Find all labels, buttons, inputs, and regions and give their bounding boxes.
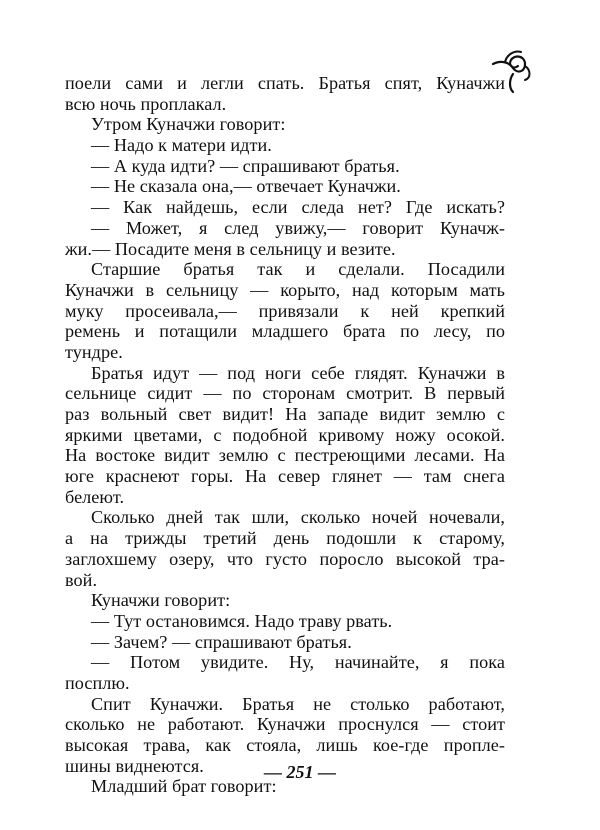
text-line: шины виднеются.: [65, 755, 204, 776]
text-line: Сколько дней так шли, сколько ночей ночевали,: [91, 507, 505, 528]
text-line: вой.: [65, 569, 98, 590]
text-line: — Не сказала она,— отвечает Куначжи.: [91, 176, 401, 197]
text-line: сельнице сидит — по сторонам смотрит. В первый: [65, 383, 505, 404]
text-line: юге краснеют горы. На север глянет — там снега: [65, 466, 505, 487]
text-line: Куначжи говорит:: [91, 590, 231, 611]
text-line: поели сами и легли спать. Братья спят, Куначжи: [65, 73, 505, 93]
text-line: — Потом увидите. Ну, начинайте, я пока: [91, 652, 505, 673]
text-line: На востоке видит землю с пестреющими лесами. На: [65, 445, 505, 466]
text-line: Братья идут — под ноги себе глядят. Куначжи в: [91, 362, 505, 383]
text-line: муку просеивала,— привязали к ней крепкий: [65, 300, 505, 321]
text-column: [65, 73, 505, 797]
text-line: — Зачем? — спрашивают братья.: [91, 631, 352, 652]
text-line: всю ночь проплакал.: [65, 93, 227, 114]
text-line: заглохшему озеру, что густо поросло высокой тра-: [65, 548, 505, 569]
text-line: — Как найдешь, если следа нет? Где искать?: [91, 197, 505, 218]
text-line: Куначжи в сельницу — корыто, над которым мать: [65, 279, 505, 300]
text-line: Утром Куначжи говорит:: [91, 114, 286, 135]
text-line-split-end: жи.— Посадите меня в сельницу и везите.: [65, 238, 396, 259]
text-line: посплю.: [65, 672, 130, 693]
text-line: — А куда идти? — спрашивают братья.: [91, 155, 400, 176]
text-line: раз вольный свет видит! На западе видит землю с: [65, 404, 505, 424]
text-line: Спит Куначжи. Братья не столько работают,: [91, 693, 505, 714]
text-line: Старшие братья так и сделали. Посадили: [91, 259, 505, 280]
text-line: ремень и потащили младшего брата по лесу, по: [65, 321, 505, 342]
text-line: Младший брат говорит:: [91, 776, 277, 797]
text-line-split-start: — Может, я след увижу,— говорит Куначж-: [91, 217, 505, 238]
text-line: белеют.: [65, 486, 125, 507]
text-line: яркими цветами, с подобной кривому ножу осокой.: [65, 424, 505, 445]
text-line: сколько не работают. Куначжи проснулся — стоит: [65, 714, 505, 735]
text-line: — Тут остановимся. Надо траву рвать.: [91, 610, 393, 631]
text-line: — Надо к матери идти.: [91, 135, 272, 156]
text-line: а на трижды третий день подошли к старому,: [65, 528, 505, 549]
text-line: тундре.: [65, 341, 123, 362]
text-line: высокая трава, как стояла, лишь кое-где пропле-: [65, 735, 505, 755]
page-number: — 251 —: [264, 762, 336, 782]
